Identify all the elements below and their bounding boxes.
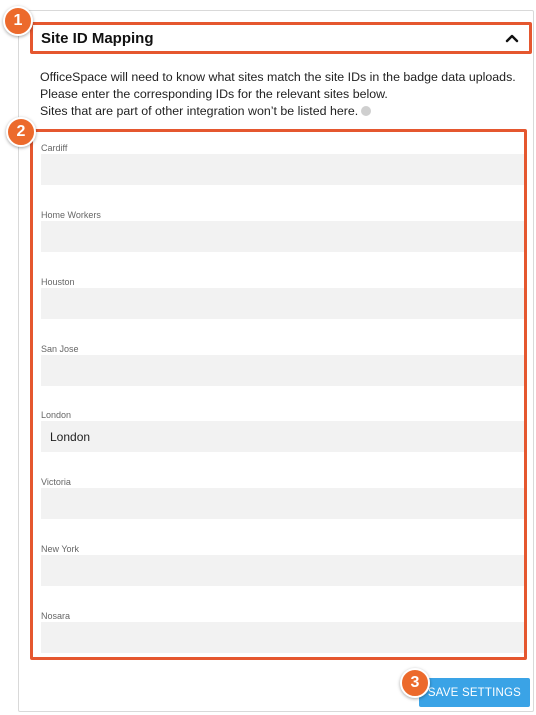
site-row-cardiff — [41, 142, 525, 185]
site-label: Cardiff — [41, 143, 68, 153]
description-line-2: Please enter the corresponding IDs for the relevant sites below. — [40, 87, 388, 101]
site-id-input-victoria[interactable] — [41, 488, 525, 519]
site-row-victoria — [41, 476, 525, 519]
site-id-input-london[interactable] — [41, 421, 525, 452]
description-line-1: OfficeSpace will need to know what sites match the site IDs in the badge data uploads. — [40, 70, 516, 84]
site-row-london — [41, 409, 525, 452]
site-label: San Jose — [41, 344, 79, 354]
site-id-input-cardiff[interactable] — [41, 154, 525, 185]
site-label: Nosara — [41, 611, 71, 621]
step-badge-2: 2 — [6, 117, 36, 147]
section-title: Site ID Mapping — [41, 29, 154, 47]
site-id-input-home-workers[interactable] — [41, 221, 525, 252]
step-badge-1: 1 — [3, 6, 33, 36]
site-row-san-jose — [41, 343, 525, 386]
info-icon[interactable] — [361, 106, 371, 116]
site-id-input-houston[interactable] — [41, 288, 525, 319]
site-label: Home Workers — [41, 210, 101, 220]
chevron-up-icon[interactable] — [503, 29, 521, 47]
section-description — [40, 69, 520, 120]
site-label: Victoria — [41, 477, 71, 487]
site-row-home-workers — [41, 209, 525, 252]
site-id-input-san-jose[interactable] — [41, 355, 525, 386]
site-row-new-york — [41, 543, 525, 586]
description-line-3 — [40, 103, 520, 120]
site-label: New York — [41, 544, 80, 554]
site-id-mapping-header[interactable] — [30, 22, 532, 54]
site-label: Houston — [41, 277, 75, 287]
site-row-houston — [41, 276, 525, 319]
site-id-input-nosara[interactable] — [41, 622, 525, 653]
description-line-3-text: Sites that are part of other integration won’t be listed here. — [40, 104, 359, 118]
save-settings-button[interactable]: SAVE SETTINGS — [419, 678, 530, 707]
site-row-nosara — [41, 610, 525, 653]
site-list — [30, 129, 527, 660]
site-id-input-new-york[interactable] — [41, 555, 525, 586]
step-badge-3: 3 — [400, 668, 430, 698]
site-label: London — [41, 410, 72, 420]
